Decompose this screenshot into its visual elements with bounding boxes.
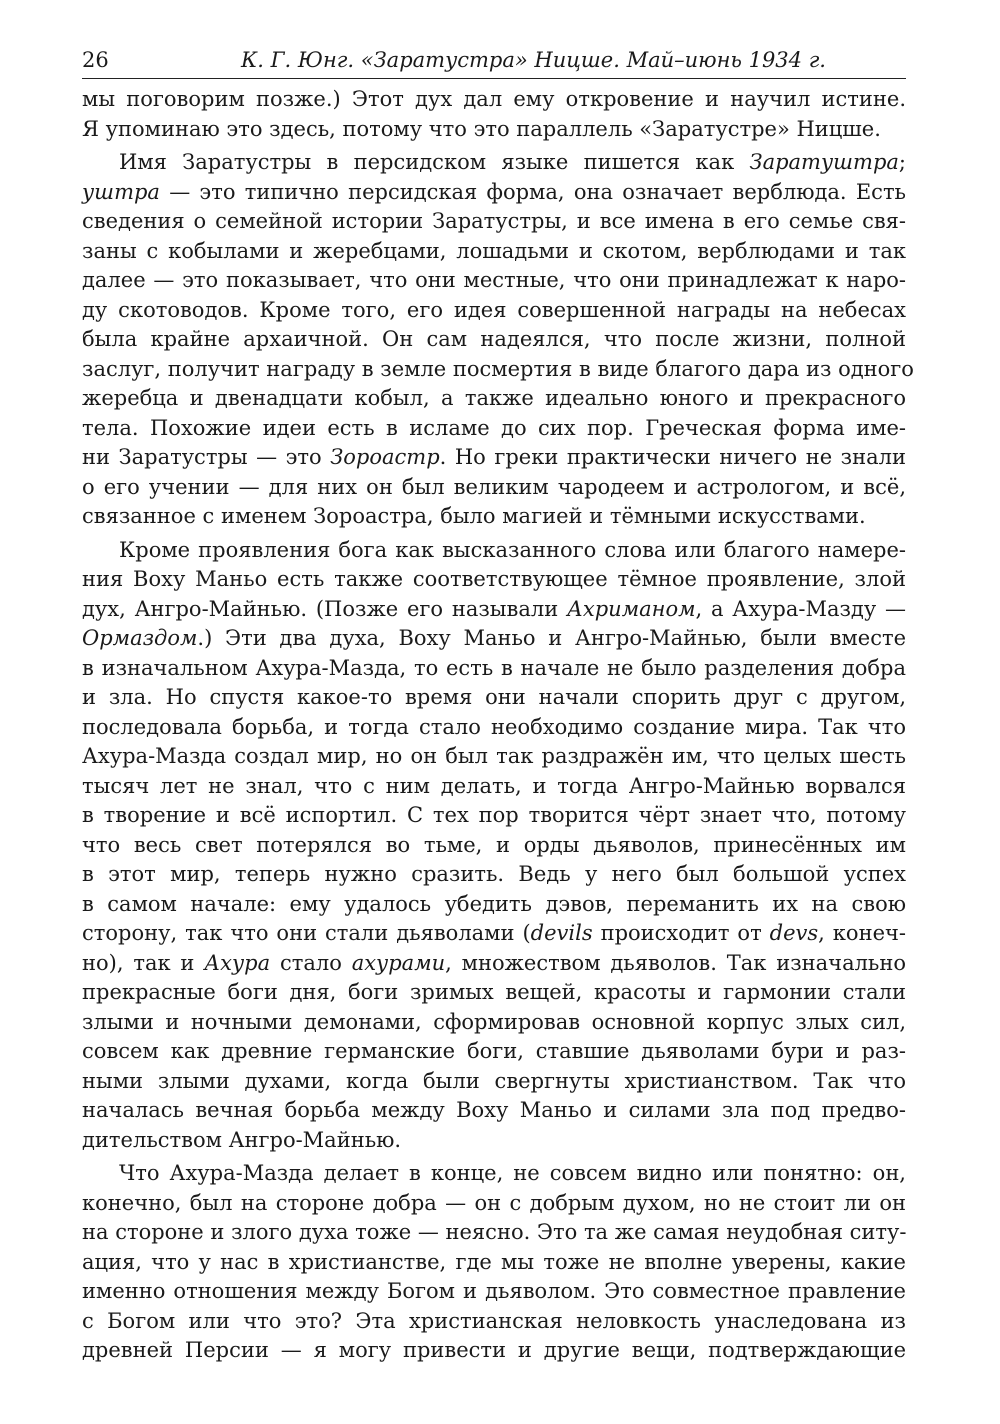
text-line [82, 831, 906, 861]
text-line [82, 654, 906, 684]
italic-term: Ахриманом [566, 596, 696, 621]
text-line [82, 713, 906, 743]
text-segment: ни Заратустры — это [82, 445, 331, 469]
italic-term: Ормаздом [82, 626, 198, 650]
text-line [82, 772, 906, 802]
text-segment: заслуг, получит награду в земле посмертия в виде благого дара из одного [82, 356, 914, 381]
text-line [82, 860, 906, 890]
text-segment: конечно, был на стороне добра — он с добрым духом, но не стоит ли он [82, 1190, 906, 1215]
text-line [82, 1277, 906, 1307]
paragraph [82, 148, 914, 532]
text-segment: и зла. Но спустя какое-то время они начали спорить друг с другом, [82, 685, 906, 709]
text-line [82, 473, 906, 503]
italic-term: devs [769, 921, 819, 945]
text-segment: жеребца и двенадцати кобыл, а также идеально юного и прекрасного [82, 386, 906, 410]
text-line [82, 1067, 906, 1097]
text-segment: происходит от [592, 921, 770, 945]
text-line [82, 207, 906, 237]
text-segment: ация, что у нас в христианстве, где мы тоже не вполне уверены, какие [82, 1249, 906, 1274]
italic-term: devils [530, 921, 593, 945]
text-line [82, 1336, 906, 1366]
text-segment: последовала борьба, и тогда стало необходимо создание мира. Так что [82, 714, 906, 739]
italic-term: Заратуштра [749, 150, 899, 174]
text-segment: Что Ахура-Мазда делает в конце, не совсем видно или понятно: он, [119, 1161, 906, 1185]
text-line [82, 1307, 906, 1337]
text-segment: была крайне архаичной. Он сам надеялся, что после жизни, полной [82, 327, 906, 351]
paragraph [82, 1159, 906, 1366]
text-segment: сторону, так что они стали дьяволами ( [82, 921, 531, 945]
text-segment: ными злыми духами, когда были свергнуты христианством. Так что [82, 1068, 906, 1093]
text-line [82, 595, 906, 625]
running-title: К. Г. Юнг. «Заратустра» Ницше. Май–июнь 1934 г. [241, 48, 826, 72]
text-segment: что весь свет потерялся во тьме, и орды дьяволов, принесённых им [82, 832, 906, 857]
text-segment: прекрасные боги дня, боги зримых вещей, красоты и гармонии стали [82, 980, 906, 1004]
text-segment: . Но греки практически ничего не знали [439, 445, 906, 469]
text-segment: , множеством дьяволов. Так изначально [445, 950, 907, 975]
body-text [82, 85, 914, 1366]
text-line [82, 978, 906, 1008]
text-line [82, 1248, 906, 1278]
text-segment: с Богом или что это? Эта христианская неловкость унаследована из [82, 1308, 906, 1333]
text-segment: тысяч лет не знал, что с ним делать, и тогда Ангро-Майнью ворвался [82, 773, 906, 798]
text-line [82, 536, 906, 566]
text-segment: связанное с именем Зороастра, было магией и тёмными искусствами. [82, 504, 866, 528]
text-line [82, 85, 906, 115]
text-segment: но), так и [82, 950, 205, 975]
text-segment: .) Эти два духа, Воху Маньо и Ангро-Майнью, были вместе [197, 626, 906, 650]
text-line [82, 919, 906, 949]
paragraph [82, 536, 906, 1156]
text-line [82, 624, 906, 654]
text-segment: ду скотоводов. Кроме того, его идея совершенной награды на небесах [82, 297, 906, 322]
page-number: 26 [82, 48, 109, 72]
text-segment: тела. Похожие идеи есть в исламе до сих пор. Греческая форма име- [82, 415, 906, 440]
text-segment: именно отношения между Богом и дьяволом. Это совместное правление [82, 1279, 906, 1303]
text-line [82, 502, 906, 532]
text-segment: далее — это показывает, что они местные, что они принадлежат к наро- [82, 268, 906, 292]
text-line [82, 890, 906, 920]
text-line [82, 1008, 906, 1038]
text-line [82, 178, 906, 208]
text-line [82, 683, 906, 713]
text-segment: совсем как древние германские боги, ставшие дьяволами бури и раз- [82, 1039, 906, 1063]
text-segment: древней Персии — я могу привести и другие вещи, подтверждающие [82, 1338, 906, 1362]
text-segment: началась вечная борьба между Воху Маньо и силами зла под предво- [82, 1098, 906, 1122]
italic-term: Зороастр [330, 445, 440, 469]
text-line [82, 148, 906, 178]
text-line [82, 1159, 906, 1189]
text-segment: Имя Заратустры в персидском языке пишется как [119, 150, 750, 174]
text-segment: Кроме проявления бога как высказанного слова или благого намере- [119, 537, 906, 562]
text-line [82, 1126, 906, 1156]
text-line [82, 1096, 906, 1126]
text-line [82, 115, 906, 145]
text-segment: в этот мир, теперь нужно сразить. Ведь у него был большой успех [82, 862, 906, 886]
text-segment: ; [898, 150, 906, 174]
text-segment: заны с кобылами и жеребцами, лошадьми и скотом, верблюдами и так [82, 238, 906, 263]
italic-term: ахурами [351, 950, 446, 975]
text-segment: дух, Ангро-Майнью. (Позже его называли [82, 596, 567, 621]
text-segment: о его учении — для них он был великим чародеем и астрологом, и всё, [82, 474, 906, 499]
text-segment: Ахура-Мазда создал мир, но он был так раздражён им, что целых шесть [82, 744, 906, 768]
text-segment: в творение и всё испортил. С тех пор творится чёрт знает что, потому [82, 803, 906, 827]
text-segment: стало [270, 950, 352, 975]
text-segment: в изначальном Ахура-Мазда, то есть в начале не было разделения добра [82, 655, 906, 680]
running-header [82, 44, 906, 79]
italic-term: Ахура [204, 950, 271, 975]
text-segment: , а Ахура-Мазду — [695, 596, 906, 621]
text-line [82, 949, 906, 979]
text-segment: — это типично персидская форма, она означает верблюда. Есть [159, 179, 906, 204]
text-line [82, 325, 906, 355]
text-segment: мы поговорим позже.) Этот дух дал ему откровение и научил истине. [82, 87, 906, 111]
text-segment: дительством Ангро-Майнью. [82, 1127, 402, 1152]
text-line [82, 355, 914, 385]
text-line [82, 443, 906, 473]
text-segment: Я упоминаю это здесь, потому что это параллель «Заратустре» Ницше. [82, 116, 881, 141]
text-line [82, 384, 906, 414]
text-segment: в самом начале: ему удалось убедить дэвов, переманить их на свою [82, 891, 906, 916]
text-line [82, 296, 906, 326]
text-segment: ния Воху Маньо есть также соответствующее тёмное проявление, злой [82, 567, 906, 591]
text-segment: , конеч- [818, 921, 906, 945]
text-line [82, 1218, 906, 1248]
italic-term: уштра [82, 179, 160, 204]
text-segment: на стороне и злого духа тоже — неясно. Это та же самая неудобная ситу- [82, 1220, 907, 1244]
text-segment: злыми и ночными демонами, сформировав основной корпус злых сил, [82, 1009, 906, 1034]
text-line [82, 266, 906, 296]
text-segment: сведения о семейной истории Заратустры, и все имена в его семье свя- [82, 209, 906, 233]
text-line [82, 1037, 906, 1067]
text-line [82, 414, 906, 444]
book-page [82, 44, 914, 1366]
text-line [82, 801, 906, 831]
text-line [82, 742, 906, 772]
text-line [82, 565, 906, 595]
paragraph [82, 85, 906, 144]
text-line [82, 237, 906, 267]
text-line [82, 1189, 906, 1219]
